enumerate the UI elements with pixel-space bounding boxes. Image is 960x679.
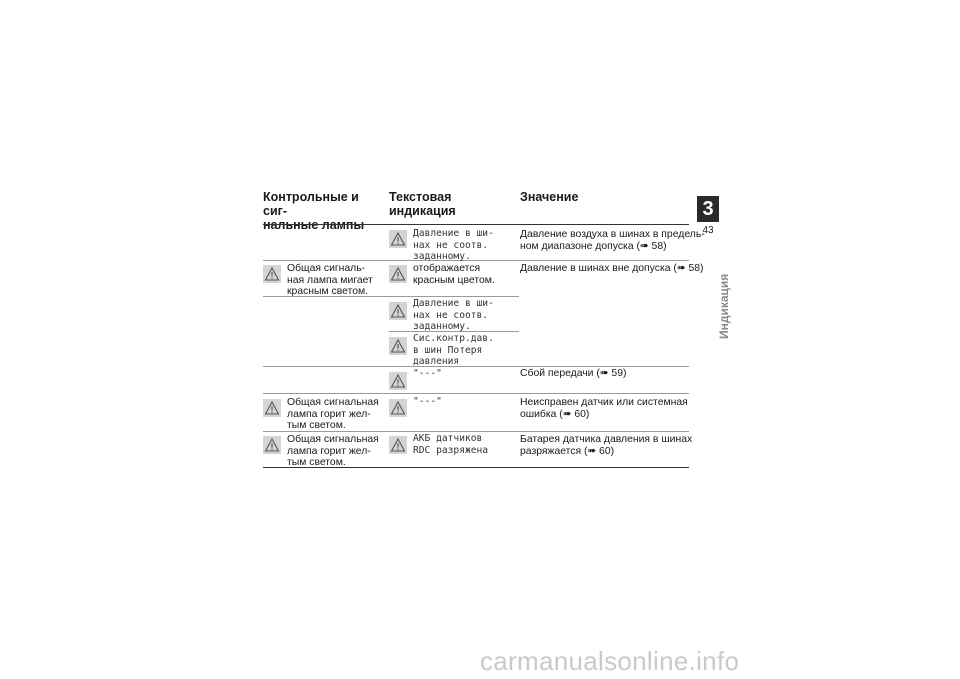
display-text: АКБ датчиков RDC разряжена <box>413 433 489 456</box>
meaning-text: Давление в шинах вне допуска (➠ 58) <box>520 263 704 274</box>
row-rule <box>263 393 689 394</box>
header-rule <box>263 224 689 225</box>
warning-triangle-icon <box>389 265 407 283</box>
lamp-description: Общая сигналь- ная лампа мигает красным светом. <box>287 263 373 298</box>
warning-triangle-icon <box>389 372 407 390</box>
watermark: carmanualsonline.info <box>480 646 740 676</box>
warning-triangle-icon <box>389 399 407 417</box>
lamp-description: Общая сигнальная лампа горит жел- тым светом. <box>287 397 379 432</box>
lamp-description: Общая сигнальная лампа горит жел- тым светом. <box>287 434 379 469</box>
warning-triangle-icon <box>389 302 407 320</box>
display-text: "---" <box>413 396 442 407</box>
header-lamps: Контрольные и сиг- нальные лампы <box>263 190 365 232</box>
display-text: Давление в ши- нах не соотв. заданному. <box>413 228 494 263</box>
warning-triangle-icon <box>263 436 281 454</box>
display-text: Давление в ши- нах не соотв. заданному. <box>413 298 494 333</box>
warning-triangle-icon <box>389 436 407 454</box>
warning-triangle-icon <box>389 337 407 355</box>
display-text: Сис.контр.дав. в шин Потеря давления <box>413 333 494 368</box>
meaning-text: Батарея датчика давления в шинах разряжается (➠ 60) <box>520 434 693 457</box>
warning-triangle-icon <box>263 399 281 417</box>
header-text-indication: Текстовая индикация <box>389 190 456 218</box>
display-text: "---" <box>413 368 442 379</box>
chapter-label: Индикация <box>717 273 731 339</box>
meaning-text: Неисправен датчик или системная ошибка (➠ 60) <box>520 397 688 420</box>
header-meaning: Значение <box>520 190 579 204</box>
display-text: отображается красным цветом. <box>413 263 495 286</box>
chapter-number: 3 <box>697 196 719 222</box>
meaning-text: Сбой передачи (➠ 59) <box>520 368 627 379</box>
page-number: 43 <box>702 225 714 236</box>
warning-triangle-icon <box>389 230 407 248</box>
meaning-text: Давление воздуха в шинах в предель- ном диапазоне допуска (➠ 58) <box>520 229 705 252</box>
warning-triangle-icon <box>263 265 281 283</box>
